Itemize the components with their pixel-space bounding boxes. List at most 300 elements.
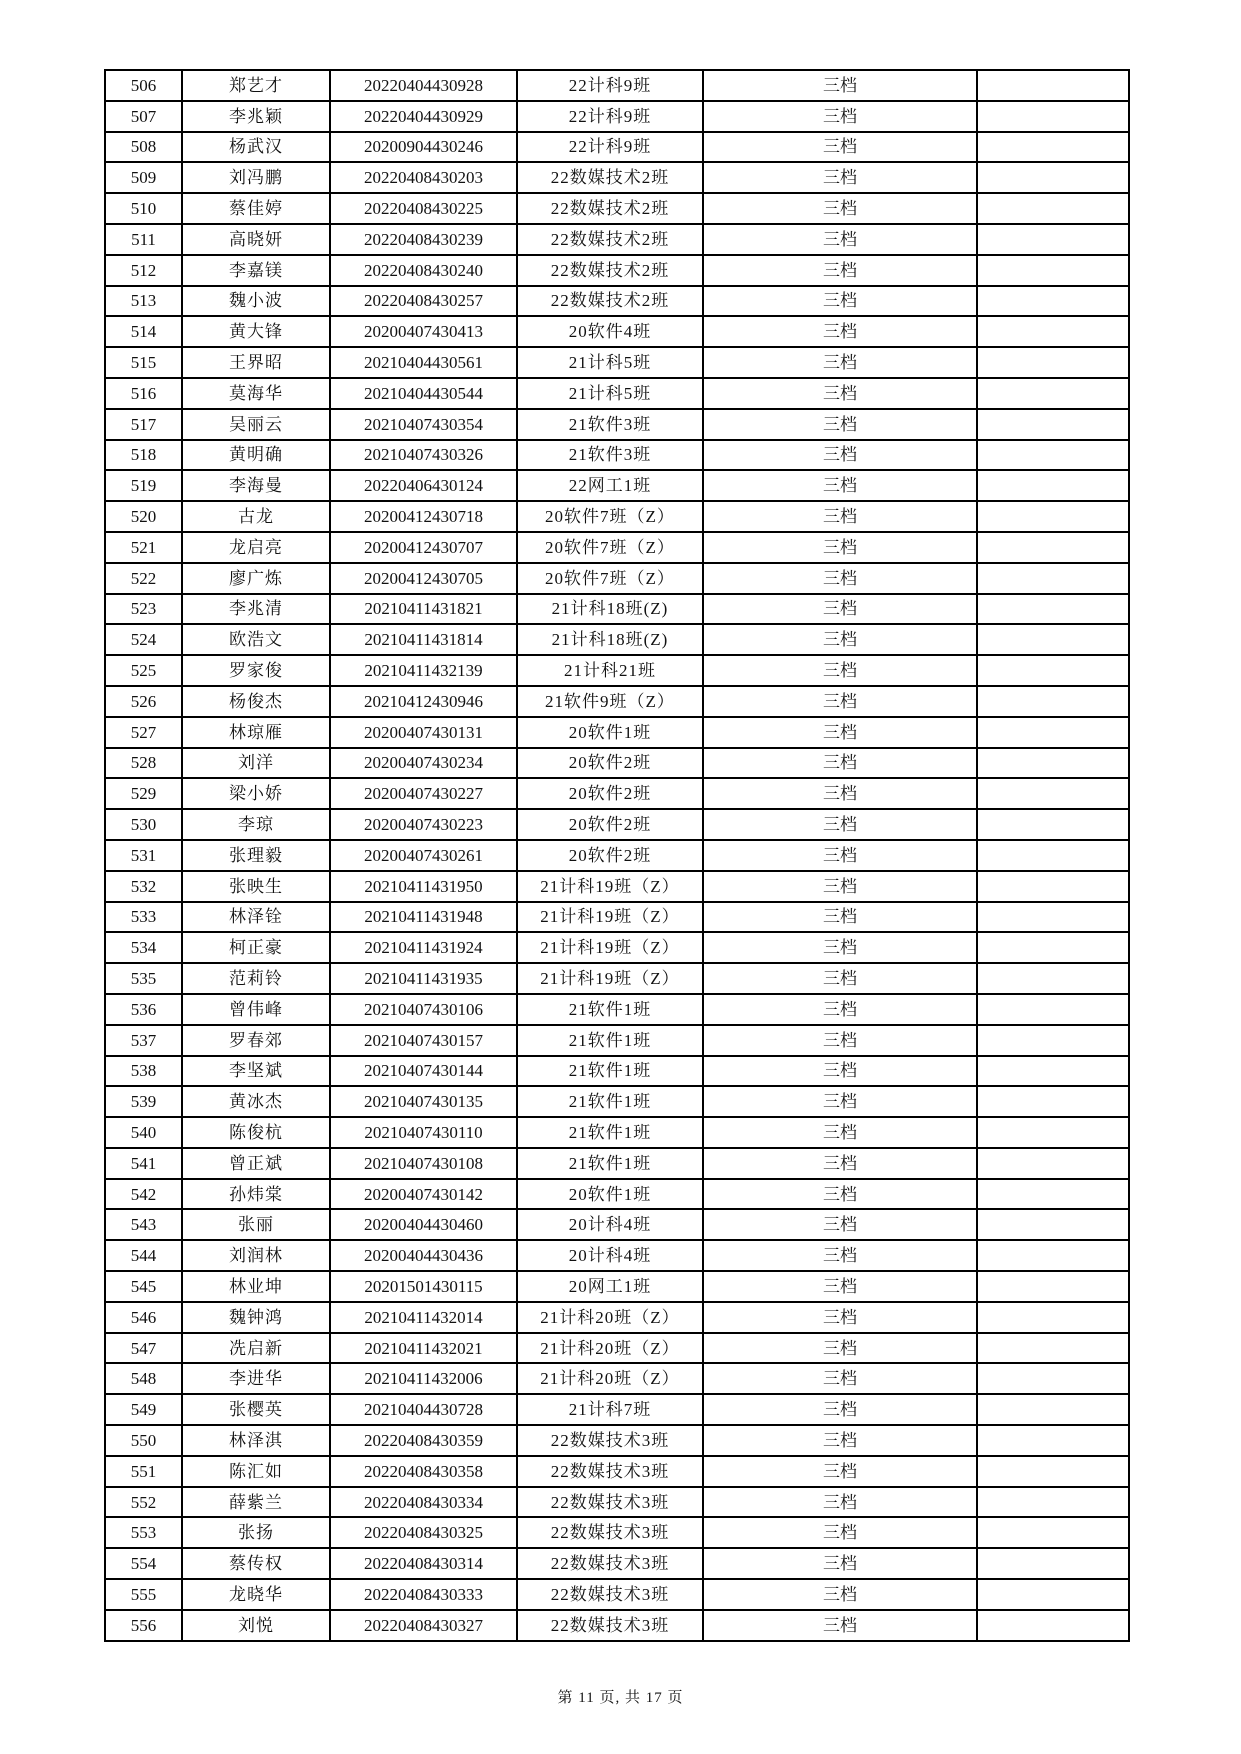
- tier-level: 三档: [703, 470, 977, 501]
- table-row: [105, 1456, 1129, 1487]
- row-number: 545: [105, 1271, 182, 1302]
- table-row: [105, 717, 1129, 748]
- student-id: 20220408430203: [330, 162, 517, 193]
- row-number: 536: [105, 994, 182, 1025]
- table-row: [105, 840, 1129, 871]
- table-row: [105, 193, 1129, 224]
- student-name: 柯正豪: [182, 932, 330, 963]
- class-name: 22数媒技术3班: [517, 1456, 703, 1487]
- empty-cell: [977, 809, 1129, 840]
- empty-cell: [977, 532, 1129, 563]
- empty-cell: [977, 717, 1129, 748]
- class-name: 22数媒技术3班: [517, 1487, 703, 1518]
- tier-level: 三档: [703, 378, 977, 409]
- student-id: 20210411431821: [330, 594, 517, 625]
- row-number: 523: [105, 594, 182, 625]
- tier-level: 三档: [703, 1394, 977, 1425]
- table-row: [105, 902, 1129, 933]
- class-name: 20软件2班: [517, 809, 703, 840]
- empty-cell: [977, 286, 1129, 317]
- table-row: [105, 1209, 1129, 1240]
- class-name: 22计科9班: [517, 70, 703, 101]
- row-number: 509: [105, 162, 182, 193]
- student-id: 20220408430333: [330, 1579, 517, 1610]
- tier-level: 三档: [703, 1487, 977, 1518]
- student-id: 20200407430131: [330, 717, 517, 748]
- tier-level: 三档: [703, 1548, 977, 1579]
- student-name: 李兆清: [182, 594, 330, 625]
- class-name: 22数媒技术3班: [517, 1548, 703, 1579]
- row-number: 556: [105, 1610, 182, 1641]
- empty-cell: [977, 316, 1129, 347]
- tier-level: 三档: [703, 193, 977, 224]
- student-name: 龙启亮: [182, 532, 330, 563]
- student-id: 20220408430225: [330, 193, 517, 224]
- class-name: 21计科20班（Z）: [517, 1363, 703, 1394]
- table-row: [105, 1487, 1129, 1518]
- class-name: 20计科4班: [517, 1209, 703, 1240]
- tier-level: 三档: [703, 778, 977, 809]
- class-name: 21计科5班: [517, 347, 703, 378]
- student-id: 20210411431935: [330, 963, 517, 994]
- table-row: [105, 378, 1129, 409]
- tier-level: 三档: [703, 1148, 977, 1179]
- student-name: 杨俊杰: [182, 686, 330, 717]
- student-name: 李坚斌: [182, 1056, 330, 1087]
- row-number: 526: [105, 686, 182, 717]
- class-name: 20软件7班（Z）: [517, 563, 703, 594]
- student-id: 20220408430325: [330, 1517, 517, 1548]
- empty-cell: [977, 1363, 1129, 1394]
- class-name: 20计科4班: [517, 1240, 703, 1271]
- empty-cell: [977, 409, 1129, 440]
- class-name: 21软件3班: [517, 440, 703, 471]
- tier-level: 三档: [703, 1363, 977, 1394]
- tier-level: 三档: [703, 1271, 977, 1302]
- table-row: [105, 162, 1129, 193]
- row-number: 544: [105, 1240, 182, 1271]
- empty-cell: [977, 1056, 1129, 1087]
- row-number: 548: [105, 1363, 182, 1394]
- page-number-footer: 第 11 页, 共 17 页: [557, 1690, 684, 1706]
- table-row: [105, 1025, 1129, 1056]
- row-number: 542: [105, 1179, 182, 1210]
- student-id: 20220408430358: [330, 1456, 517, 1487]
- student-id: 20200407430227: [330, 778, 517, 809]
- class-name: 21计科19班（Z）: [517, 871, 703, 902]
- student-id: 20210411431924: [330, 932, 517, 963]
- tier-level: 三档: [703, 316, 977, 347]
- row-number: 514: [105, 316, 182, 347]
- student-id: 20200404430460: [330, 1209, 517, 1240]
- tier-level: 三档: [703, 563, 977, 594]
- class-name: 21软件1班: [517, 1086, 703, 1117]
- row-number: 516: [105, 378, 182, 409]
- tier-level: 三档: [703, 255, 977, 286]
- student-name: 梁小娇: [182, 778, 330, 809]
- class-name: 22数媒技术2班: [517, 224, 703, 255]
- row-number: 541: [105, 1148, 182, 1179]
- empty-cell: [977, 162, 1129, 193]
- row-number: 524: [105, 624, 182, 655]
- table-row: [105, 347, 1129, 378]
- empty-cell: [977, 871, 1129, 902]
- student-id: 20210404430561: [330, 347, 517, 378]
- class-name: 22数媒技术3班: [517, 1425, 703, 1456]
- table-row: [105, 1271, 1129, 1302]
- empty-cell: [977, 1271, 1129, 1302]
- row-number: 507: [105, 101, 182, 132]
- student-id: 20210407430354: [330, 409, 517, 440]
- empty-cell: [977, 1240, 1129, 1271]
- row-number: 535: [105, 963, 182, 994]
- student-name: 曾伟峰: [182, 994, 330, 1025]
- row-number: 555: [105, 1579, 182, 1610]
- class-name: 22计科9班: [517, 132, 703, 163]
- tier-level: 三档: [703, 1117, 977, 1148]
- student-name: 李海曼: [182, 470, 330, 501]
- table-row: [105, 1394, 1129, 1425]
- table-row: [105, 686, 1129, 717]
- class-name: 21计科19班（Z）: [517, 902, 703, 933]
- table-row: [105, 316, 1129, 347]
- student-id: 20201501430115: [330, 1271, 517, 1302]
- empty-cell: [977, 1394, 1129, 1425]
- student-id: 20220408430240: [330, 255, 517, 286]
- class-name: 21计科20班（Z）: [517, 1302, 703, 1333]
- empty-cell: [977, 1610, 1129, 1641]
- tier-level: 三档: [703, 1456, 977, 1487]
- student-name: 蔡传权: [182, 1548, 330, 1579]
- student-id: 20210407430106: [330, 994, 517, 1025]
- class-name: 21计科20班（Z）: [517, 1333, 703, 1364]
- student-id: 20210404430544: [330, 378, 517, 409]
- student-id: 20210407430110: [330, 1117, 517, 1148]
- row-number: 550: [105, 1425, 182, 1456]
- table-row: [105, 470, 1129, 501]
- student-id: 20220408430327: [330, 1610, 517, 1641]
- row-number: 533: [105, 902, 182, 933]
- class-name: 20软件7班（Z）: [517, 532, 703, 563]
- empty-cell: [977, 255, 1129, 286]
- tier-level: 三档: [703, 70, 977, 101]
- tier-level: 三档: [703, 686, 977, 717]
- row-number: 506: [105, 70, 182, 101]
- empty-cell: [977, 70, 1129, 101]
- row-number: 552: [105, 1487, 182, 1518]
- empty-cell: [977, 1425, 1129, 1456]
- class-name: 22网工1班: [517, 470, 703, 501]
- table-row: [105, 1333, 1129, 1364]
- student-id: 20210407430157: [330, 1025, 517, 1056]
- table-row: [105, 501, 1129, 532]
- empty-cell: [977, 778, 1129, 809]
- class-name: 20软件2班: [517, 778, 703, 809]
- row-number: 530: [105, 809, 182, 840]
- class-name: 21软件1班: [517, 994, 703, 1025]
- student-id: 20200407430142: [330, 1179, 517, 1210]
- row-number: 518: [105, 440, 182, 471]
- student-id: 20200407430413: [330, 316, 517, 347]
- student-name: 冼启新: [182, 1333, 330, 1364]
- class-name: 22数媒技术3班: [517, 1517, 703, 1548]
- empty-cell: [977, 748, 1129, 779]
- table-row: [105, 932, 1129, 963]
- empty-cell: [977, 470, 1129, 501]
- tier-level: 三档: [703, 1209, 977, 1240]
- student-name: 郑艺才: [182, 70, 330, 101]
- empty-cell: [977, 1148, 1129, 1179]
- student-id: 20200412430705: [330, 563, 517, 594]
- tier-level: 三档: [703, 101, 977, 132]
- table-row: [105, 963, 1129, 994]
- student-id: 20220404430929: [330, 101, 517, 132]
- table-row: [105, 1610, 1129, 1641]
- empty-cell: [977, 963, 1129, 994]
- empty-cell: [977, 1179, 1129, 1210]
- student-name: 张扬: [182, 1517, 330, 1548]
- student-name: 古龙: [182, 501, 330, 532]
- student-name: 龙晓华: [182, 1579, 330, 1610]
- student-name: 廖广炼: [182, 563, 330, 594]
- student-name: 范莉铃: [182, 963, 330, 994]
- table-row: [105, 748, 1129, 779]
- empty-cell: [977, 1517, 1129, 1548]
- table-row: [105, 1086, 1129, 1117]
- student-id: 20220408430334: [330, 1487, 517, 1518]
- tier-level: 三档: [703, 1240, 977, 1271]
- row-number: 511: [105, 224, 182, 255]
- student-id: 20200412430707: [330, 532, 517, 563]
- empty-cell: [977, 1025, 1129, 1056]
- row-number: 538: [105, 1056, 182, 1087]
- student-name: 罗家俊: [182, 655, 330, 686]
- tier-level: 三档: [703, 347, 977, 378]
- row-number: 537: [105, 1025, 182, 1056]
- tier-level: 三档: [703, 840, 977, 871]
- class-name: 20软件1班: [517, 717, 703, 748]
- row-number: 521: [105, 532, 182, 563]
- student-id: 20210411432139: [330, 655, 517, 686]
- student-id: 20210412430946: [330, 686, 517, 717]
- student-name: 曾正斌: [182, 1148, 330, 1179]
- class-name: 20软件2班: [517, 840, 703, 871]
- student-name: 刘洋: [182, 748, 330, 779]
- empty-cell: [977, 840, 1129, 871]
- student-id: 20210411432021: [330, 1333, 517, 1364]
- class-name: 21软件1班: [517, 1117, 703, 1148]
- class-name: 20网工1班: [517, 1271, 703, 1302]
- student-id: 20210407430144: [330, 1056, 517, 1087]
- table-row: [105, 1517, 1129, 1548]
- table-row: [105, 778, 1129, 809]
- table-row: [105, 224, 1129, 255]
- table-row: [105, 1148, 1129, 1179]
- student-name: 罗春郊: [182, 1025, 330, 1056]
- empty-cell: [977, 193, 1129, 224]
- student-id: 20210411431948: [330, 902, 517, 933]
- tier-level: 三档: [703, 1333, 977, 1364]
- class-name: 22数媒技术3班: [517, 1579, 703, 1610]
- tier-level: 三档: [703, 286, 977, 317]
- table-row: [105, 70, 1129, 101]
- class-name: 21计科7班: [517, 1394, 703, 1425]
- table-row: [105, 994, 1129, 1025]
- empty-cell: [977, 347, 1129, 378]
- row-number: 510: [105, 193, 182, 224]
- row-number: 534: [105, 932, 182, 963]
- student-name: 林泽铨: [182, 902, 330, 933]
- student-name: 高晓妍: [182, 224, 330, 255]
- empty-cell: [977, 624, 1129, 655]
- class-name: 20软件7班（Z）: [517, 501, 703, 532]
- table-row: [105, 871, 1129, 902]
- class-name: 20软件1班: [517, 1179, 703, 1210]
- student-id: 20220408430359: [330, 1425, 517, 1456]
- student-name: 林业坤: [182, 1271, 330, 1302]
- student-name: 李进华: [182, 1363, 330, 1394]
- row-number: 519: [105, 470, 182, 501]
- tier-level: 三档: [703, 1086, 977, 1117]
- class-name: 22数媒技术2班: [517, 286, 703, 317]
- empty-cell: [977, 1456, 1129, 1487]
- table-row: [105, 440, 1129, 471]
- tier-level: 三档: [703, 440, 977, 471]
- tier-level: 三档: [703, 594, 977, 625]
- empty-cell: [977, 655, 1129, 686]
- table-row: [105, 1425, 1129, 1456]
- class-name: 21计科5班: [517, 378, 703, 409]
- student-id: 20210411431814: [330, 624, 517, 655]
- student-name: 李兆颖: [182, 101, 330, 132]
- class-name: 20软件2班: [517, 748, 703, 779]
- student-name: 黄大锋: [182, 316, 330, 347]
- class-name: 22计科9班: [517, 101, 703, 132]
- row-number: 522: [105, 563, 182, 594]
- tier-level: 三档: [703, 1517, 977, 1548]
- row-number: 512: [105, 255, 182, 286]
- tier-level: 三档: [703, 1425, 977, 1456]
- empty-cell: [977, 1117, 1129, 1148]
- row-number: 528: [105, 748, 182, 779]
- empty-cell: [977, 101, 1129, 132]
- table-row: [105, 655, 1129, 686]
- student-roster-table: [104, 69, 1130, 1642]
- empty-cell: [977, 563, 1129, 594]
- student-name: 张映生: [182, 871, 330, 902]
- student-id: 20210411432006: [330, 1363, 517, 1394]
- student-name: 刘冯鹏: [182, 162, 330, 193]
- student-id: 20220406430124: [330, 470, 517, 501]
- row-number: 520: [105, 501, 182, 532]
- student-id: 20200407430234: [330, 748, 517, 779]
- table-row: [105, 1363, 1129, 1394]
- student-name: 陈俊杭: [182, 1117, 330, 1148]
- student-id: 20210407430108: [330, 1148, 517, 1179]
- tier-level: 三档: [703, 1056, 977, 1087]
- tier-level: 三档: [703, 1302, 977, 1333]
- row-number: 527: [105, 717, 182, 748]
- row-number: 553: [105, 1517, 182, 1548]
- student-name: 张丽: [182, 1209, 330, 1240]
- tier-level: 三档: [703, 963, 977, 994]
- tier-level: 三档: [703, 994, 977, 1025]
- tier-level: 三档: [703, 655, 977, 686]
- empty-cell: [977, 1333, 1129, 1364]
- row-number: 531: [105, 840, 182, 871]
- table-row: [105, 255, 1129, 286]
- row-number: 513: [105, 286, 182, 317]
- tier-level: 三档: [703, 932, 977, 963]
- student-id: 20220408430314: [330, 1548, 517, 1579]
- tier-level: 三档: [703, 1610, 977, 1641]
- empty-cell: [977, 902, 1129, 933]
- tier-level: 三档: [703, 132, 977, 163]
- empty-cell: [977, 1579, 1129, 1610]
- student-name: 李琼: [182, 809, 330, 840]
- table-row: [105, 101, 1129, 132]
- table-row: [105, 1179, 1129, 1210]
- table-row: [105, 1117, 1129, 1148]
- class-name: 21计科18班(Z): [517, 594, 703, 625]
- table-row: [105, 532, 1129, 563]
- empty-cell: [977, 132, 1129, 163]
- tier-level: 三档: [703, 1579, 977, 1610]
- student-id: 20210411432014: [330, 1302, 517, 1333]
- table-row: [105, 1548, 1129, 1579]
- tier-level: 三档: [703, 624, 977, 655]
- class-name: 22数媒技术2班: [517, 193, 703, 224]
- row-number: 529: [105, 778, 182, 809]
- empty-cell: [977, 686, 1129, 717]
- row-number: 508: [105, 132, 182, 163]
- table-row: [105, 132, 1129, 163]
- class-name: 21软件1班: [517, 1056, 703, 1087]
- table-row: [105, 1579, 1129, 1610]
- row-number: 547: [105, 1333, 182, 1364]
- table-row: [105, 563, 1129, 594]
- student-name: 魏钟鸿: [182, 1302, 330, 1333]
- empty-cell: [977, 501, 1129, 532]
- student-name: 黄冰杰: [182, 1086, 330, 1117]
- student-id: 20200407430261: [330, 840, 517, 871]
- empty-cell: [977, 378, 1129, 409]
- row-number: 517: [105, 409, 182, 440]
- student-name: 杨武汉: [182, 132, 330, 163]
- empty-cell: [977, 1086, 1129, 1117]
- empty-cell: [977, 1209, 1129, 1240]
- row-number: 543: [105, 1209, 182, 1240]
- student-id: 20200404430436: [330, 1240, 517, 1271]
- tier-level: 三档: [703, 224, 977, 255]
- student-name: 欧浩文: [182, 624, 330, 655]
- tier-level: 三档: [703, 501, 977, 532]
- empty-cell: [977, 1548, 1129, 1579]
- class-name: 22数媒技术3班: [517, 1610, 703, 1641]
- empty-cell: [977, 224, 1129, 255]
- empty-cell: [977, 994, 1129, 1025]
- student-name: 刘悦: [182, 1610, 330, 1641]
- table-row: [105, 624, 1129, 655]
- student-name: 莫海华: [182, 378, 330, 409]
- student-name: 张樱英: [182, 1394, 330, 1425]
- tier-level: 三档: [703, 532, 977, 563]
- row-number: 554: [105, 1548, 182, 1579]
- empty-cell: [977, 440, 1129, 471]
- row-number: 525: [105, 655, 182, 686]
- table-row: [105, 1302, 1129, 1333]
- student-name: 黄明确: [182, 440, 330, 471]
